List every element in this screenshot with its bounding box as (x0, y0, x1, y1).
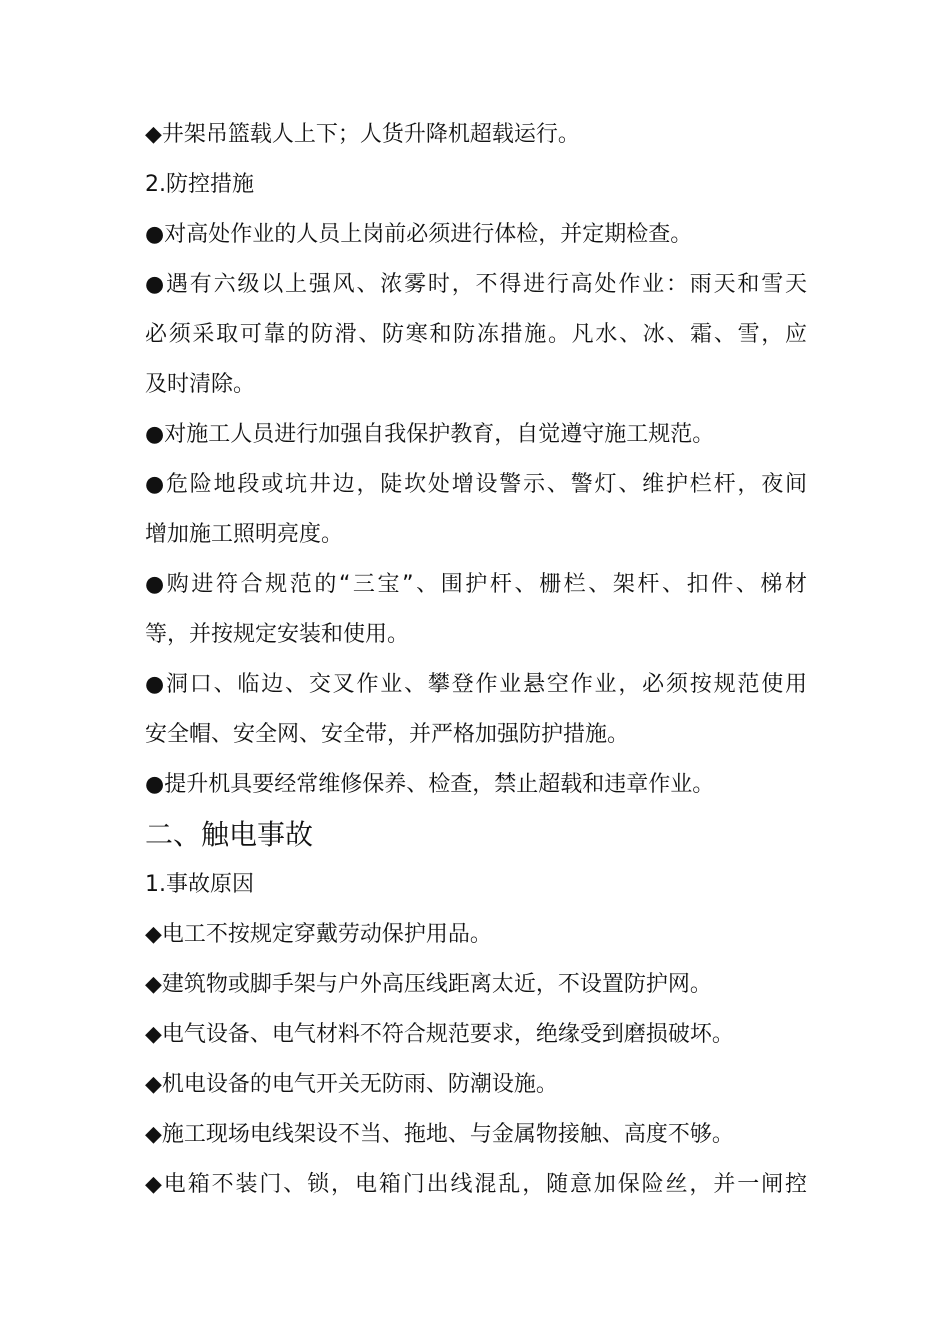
document-page (145, 110, 807, 1210)
text-line: ●提升机具要经常维修保养、检查，禁止超载和违章作业。 (145, 772, 715, 797)
text-line: ●对施工人员进行加强自我保护教育，自觉遵守施工规范。 (145, 422, 715, 447)
text-line: ◆机电设备的电气开关无防雨、防潮设施。 (145, 1072, 558, 1097)
text-line: ◆电工不按规定穿戴劳动保护用品。 (145, 922, 492, 947)
text-line: 必须采取可靠的防滑、防寒和防冻措施。凡水、冰、霜、雪，应 (145, 322, 807, 347)
text-line: ◆建筑物或脚手架与户外高压线距离太近，不设置防护网。 (145, 972, 712, 997)
text-line: ●购进符合规范的“三宝”、围护杆、栅栏、架杆、扣件、梯材 (145, 572, 807, 597)
text-line: 增加施工照明亮度。 (145, 522, 344, 547)
text-line: 安全帽、安全网、安全带，并严格加强防护措施。 (145, 722, 630, 747)
section-subheading: 1.事故原因 (145, 872, 254, 897)
text-line: ◆电箱不装门、锁，电箱门出线混乱，随意加保险丝，并一闸控 (145, 1172, 807, 1197)
text-line: ●洞口、临边、交叉作业、攀登作业悬空作业，必须按规范使用 (145, 672, 807, 697)
text-line: ●危险地段或坑井边，陡坎处增设警示、警灯、维护栏杆，夜间 (145, 472, 807, 497)
section-subheading: 2.防控措施 (145, 172, 254, 197)
text-line: ◆施工现场电线架设不当、拖地、与金属物接触、高度不够。 (145, 1122, 734, 1147)
text-line: ◆井架吊篮载人上下；人货升降机超载运行。 (145, 122, 580, 147)
text-line: ●遇有六级以上强风、浓雾时，不得进行高处作业：雨天和雪天 (145, 272, 807, 297)
text-line: ●对高处作业的人员上岗前必须进行体检，并定期检查。 (145, 222, 693, 247)
text-line: ◆电气设备、电气材料不符合规范要求，绝缘受到磨损破坏。 (145, 1022, 734, 1047)
section-heading: 二、触电事故 (145, 818, 314, 851)
text-line: 等，并按规定安装和使用。 (145, 622, 410, 647)
text-line: 及时清除。 (145, 372, 256, 397)
